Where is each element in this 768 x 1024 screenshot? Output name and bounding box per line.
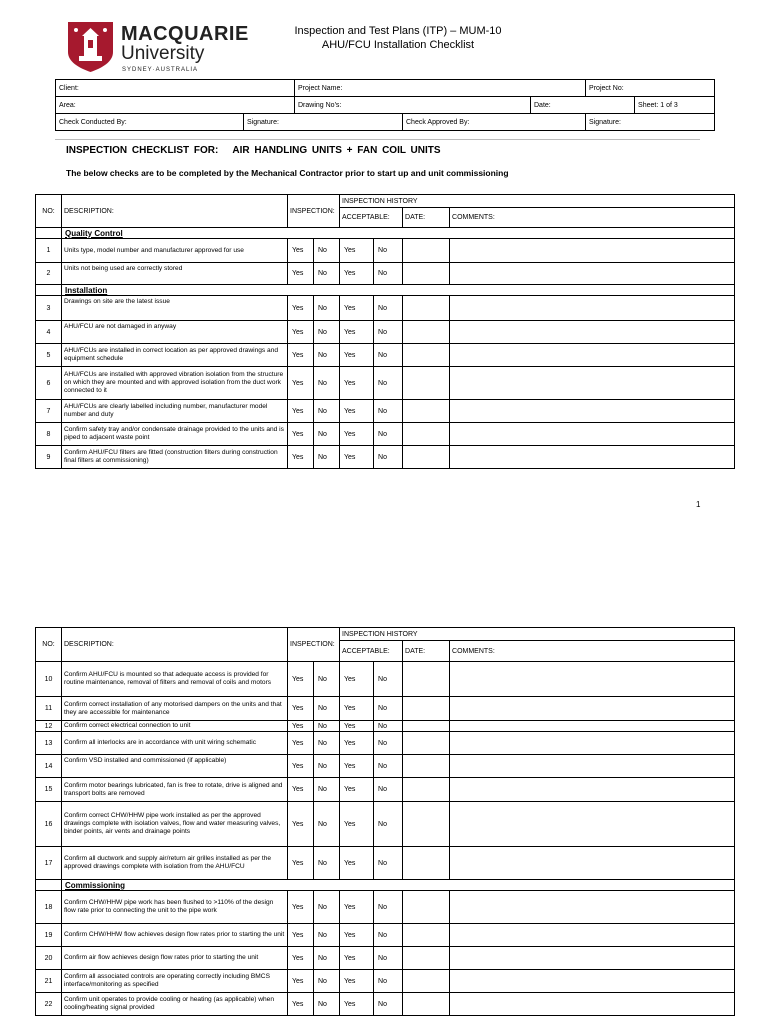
- table-row: [36, 263, 735, 285]
- date-cell[interactable]: [403, 732, 450, 755]
- date-cell[interactable]: [403, 993, 450, 1016]
- inspection-no[interactable]: No: [314, 993, 340, 1016]
- date-cell[interactable]: [403, 778, 450, 802]
- acceptable-yes[interactable]: Yes: [340, 778, 374, 802]
- acceptable-no[interactable]: No: [374, 296, 403, 321]
- acceptable-no[interactable]: No: [374, 721, 403, 732]
- acceptable-yes[interactable]: Yes: [340, 296, 374, 321]
- row-description: Units type, model number and manufacturer approved for use: [62, 239, 288, 263]
- inspection-yes[interactable]: Yes: [288, 778, 314, 802]
- row-number: 9: [36, 446, 62, 469]
- inspection-yes[interactable]: Yes: [288, 970, 314, 993]
- date-cell[interactable]: [403, 367, 450, 400]
- inspection-no[interactable]: No: [314, 344, 340, 367]
- header-inspection-history: INSPECTION HISTORY: [340, 195, 735, 208]
- table-row: [36, 993, 735, 1016]
- row-description: Confirm AHU/FCU filters are fitted (construction filters during construction final filters at commissioning): [62, 446, 288, 469]
- table-row: [36, 778, 735, 802]
- row-number: 18: [36, 891, 62, 924]
- acceptable-no[interactable]: No: [374, 662, 403, 697]
- date-cell[interactable]: [403, 847, 450, 880]
- table-row: [36, 400, 735, 423]
- acceptable-no[interactable]: No: [374, 755, 403, 778]
- inspection-no[interactable]: No: [314, 947, 340, 970]
- inspection-yes[interactable]: Yes: [288, 263, 314, 285]
- inspection-yes[interactable]: Yes: [288, 367, 314, 400]
- header-acceptable: ACCEPTABLE:: [340, 208, 403, 228]
- document-title: Inspection and Test Plans (ITP) – MUM-10: [294, 25, 502, 37]
- row-number: 3: [36, 296, 62, 321]
- acceptable-yes[interactable]: Yes: [340, 423, 374, 446]
- table-row: [36, 296, 735, 321]
- row-number: 16: [36, 802, 62, 847]
- comments-cell[interactable]: [450, 367, 735, 400]
- header-comments: COMMENTS:: [450, 641, 735, 662]
- acceptable-yes[interactable]: Yes: [340, 993, 374, 1016]
- university-logo: [68, 22, 249, 74]
- row-number: 6: [36, 367, 62, 400]
- logo-name-line2: University: [121, 43, 205, 64]
- logo-name-line1: MACQUARIE: [121, 23, 249, 45]
- comments-cell[interactable]: [450, 296, 735, 321]
- header-description: DESCRIPTION:: [62, 628, 288, 662]
- inspection-no[interactable]: No: [314, 239, 340, 263]
- logo-tagline: SYDNEY·AUSTRALIA: [122, 67, 199, 73]
- table-row: [36, 367, 735, 400]
- acceptable-yes[interactable]: Yes: [340, 970, 374, 993]
- acceptable-yes[interactable]: Yes: [340, 662, 374, 697]
- check-conducted-by-field[interactable]: Check Conducted By:: [56, 114, 244, 131]
- comments-cell[interactable]: [450, 344, 735, 367]
- divider: [55, 139, 700, 140]
- acceptable-no[interactable]: No: [374, 993, 403, 1016]
- row-description: AHU/FCUs are installed in correct location as per approved drawings and equipment schedule: [62, 344, 288, 367]
- inspection-yes[interactable]: Yes: [288, 802, 314, 847]
- comments-cell[interactable]: [450, 993, 735, 1016]
- row-number: 7: [36, 400, 62, 423]
- header-description: DESCRIPTION:: [62, 195, 288, 228]
- header-comments: COMMENTS:: [450, 208, 735, 228]
- drawing-nos-field[interactable]: Drawing No's:: [295, 97, 531, 114]
- row-number: 1: [36, 239, 62, 263]
- inspection-no[interactable]: No: [314, 891, 340, 924]
- table-row: [36, 446, 735, 469]
- acceptable-yes[interactable]: Yes: [340, 344, 374, 367]
- signature-field-1[interactable]: Signature:: [244, 114, 403, 131]
- comments-cell[interactable]: [450, 321, 735, 344]
- acceptable-yes[interactable]: Yes: [340, 721, 374, 732]
- acceptable-no[interactable]: No: [374, 697, 403, 721]
- instruction-note: The below checks are to be completed by the Mechanical Contractor prior to start up and unit commissioning: [66, 168, 509, 178]
- acceptable-no[interactable]: No: [374, 891, 403, 924]
- signature-field-2[interactable]: Signature:: [586, 114, 715, 131]
- date-cell[interactable]: [403, 263, 450, 285]
- acceptable-no[interactable]: No: [374, 924, 403, 947]
- acceptable-no[interactable]: No: [374, 239, 403, 263]
- header-no: NO:: [36, 195, 62, 228]
- row-description: Confirm all interlocks are in accordance with unit wiring schematic: [62, 732, 288, 755]
- acceptable-yes[interactable]: Yes: [340, 947, 374, 970]
- checklist-heading: [66, 145, 441, 156]
- inspection-no[interactable]: No: [314, 847, 340, 880]
- client-field[interactable]: Client:: [56, 80, 295, 97]
- acceptable-yes[interactable]: Yes: [340, 847, 374, 880]
- checklist-heading-label: INSPECTION CHECKLIST FOR:: [66, 145, 219, 156]
- row-number: 21: [36, 970, 62, 993]
- inspection-no[interactable]: No: [314, 721, 340, 732]
- row-description: AHU/FCUs are installed with approved vibration isolation from the structure on which they are mounted and with approved isolation from the duct work connected to it: [62, 367, 288, 400]
- comments-cell[interactable]: [450, 778, 735, 802]
- comments-cell[interactable]: [450, 732, 735, 755]
- group-quality-control: Quality Control: [62, 228, 735, 239]
- inspection-yes[interactable]: Yes: [288, 721, 314, 732]
- row-description: Confirm CHW/HHW flow achieves design flow rates prior to starting the unit: [62, 924, 288, 947]
- acceptable-no[interactable]: No: [374, 400, 403, 423]
- check-approved-by-field[interactable]: Check Approved By:: [403, 114, 586, 131]
- row-description: Confirm unit operates to provide cooling or heating (as applicable) when cooling/heating signal provided: [62, 993, 288, 1016]
- inspection-yes[interactable]: Yes: [288, 947, 314, 970]
- inspection-no[interactable]: No: [314, 321, 340, 344]
- table-row: [36, 662, 735, 697]
- date-cell[interactable]: [403, 662, 450, 697]
- date-cell[interactable]: [403, 400, 450, 423]
- acceptable-no[interactable]: No: [374, 970, 403, 993]
- acceptable-yes[interactable]: Yes: [340, 239, 374, 263]
- row-number: 8: [36, 423, 62, 446]
- inspection-yes[interactable]: Yes: [288, 239, 314, 263]
- inspection-yes[interactable]: Yes: [288, 732, 314, 755]
- header-inspection: INSPECTION:: [288, 628, 340, 662]
- table-row: [36, 755, 735, 778]
- row-number: 15: [36, 778, 62, 802]
- table-row: [36, 732, 735, 755]
- table-row: [36, 802, 735, 847]
- header-inspection-history: INSPECTION HISTORY: [340, 628, 735, 641]
- row-number: 2: [36, 263, 62, 285]
- area-field[interactable]: Area:: [56, 97, 295, 114]
- project-info-table: [55, 79, 715, 131]
- table-row: [36, 697, 735, 721]
- row-number: 11: [36, 697, 62, 721]
- inspection-yes[interactable]: Yes: [288, 400, 314, 423]
- table-row: [36, 947, 735, 970]
- inspection-yes[interactable]: Yes: [288, 446, 314, 469]
- row-number: 17: [36, 847, 62, 880]
- acceptable-yes[interactable]: Yes: [340, 891, 374, 924]
- inspection-no[interactable]: No: [314, 400, 340, 423]
- header-date: DATE:: [403, 208, 450, 228]
- date-cell[interactable]: [403, 697, 450, 721]
- acceptable-no[interactable]: No: [374, 802, 403, 847]
- date-cell[interactable]: [403, 924, 450, 947]
- acceptable-no[interactable]: No: [374, 367, 403, 400]
- acceptable-no[interactable]: No: [374, 423, 403, 446]
- group-installation: Installation: [62, 285, 735, 296]
- acceptable-yes[interactable]: Yes: [340, 732, 374, 755]
- header-inspection: INSPECTION:: [288, 195, 340, 228]
- comments-cell[interactable]: [450, 662, 735, 697]
- table-row: [36, 344, 735, 367]
- inspection-no[interactable]: No: [314, 662, 340, 697]
- inspection-no[interactable]: No: [314, 755, 340, 778]
- inspection-no[interactable]: No: [314, 367, 340, 400]
- row-number: 22: [36, 993, 62, 1016]
- table-row: [36, 891, 735, 924]
- table-row: [36, 847, 735, 880]
- acceptable-yes[interactable]: Yes: [340, 263, 374, 285]
- row-description: Confirm safety tray and/or condensate drainage provided to the units and is piped to adjacent waste point: [62, 423, 288, 446]
- date-cell[interactable]: [403, 970, 450, 993]
- inspection-no[interactable]: No: [314, 970, 340, 993]
- acceptable-yes[interactable]: Yes: [340, 321, 374, 344]
- table-row: [36, 239, 735, 263]
- comments-cell[interactable]: [450, 263, 735, 285]
- comments-cell[interactable]: [450, 947, 735, 970]
- row-number: 5: [36, 344, 62, 367]
- date-cell[interactable]: [403, 446, 450, 469]
- comments-cell[interactable]: [450, 755, 735, 778]
- inspection-yes[interactable]: Yes: [288, 993, 314, 1016]
- acceptable-no[interactable]: No: [374, 344, 403, 367]
- acceptable-no[interactable]: No: [374, 947, 403, 970]
- inspection-yes[interactable]: Yes: [288, 891, 314, 924]
- date-cell[interactable]: [403, 321, 450, 344]
- project-name-field[interactable]: Project Name:: [295, 80, 586, 97]
- row-description: AHU/FCUs are clearly labelled including number, manufacturer model number and duty: [62, 400, 288, 423]
- checklist-heading-value: AIR HANDLING UNITS + FAN COIL UNITS: [232, 145, 441, 156]
- table-row: [36, 321, 735, 344]
- row-description: Confirm correct CHW/HHW pipe work installed as per the approved drawings complete with isolation valves, flow and water measuring valves, binder points, air vents and drainage points: [62, 802, 288, 847]
- checklist-table-1: [35, 194, 735, 469]
- row-description: Confirm all ductwork and supply air/return air grilles installed as per the approved drawings complete with isolation from the AHU/FCU: [62, 847, 288, 880]
- document-subtitle: AHU/FCU Installation Checklist: [321, 39, 475, 51]
- inspection-yes[interactable]: Yes: [288, 296, 314, 321]
- inspection-no[interactable]: No: [314, 697, 340, 721]
- date-cell[interactable]: [403, 721, 450, 732]
- acceptable-yes[interactable]: Yes: [340, 446, 374, 469]
- date-cell[interactable]: [403, 802, 450, 847]
- comments-cell[interactable]: [450, 847, 735, 880]
- acceptable-no[interactable]: No: [374, 847, 403, 880]
- comments-cell[interactable]: [450, 970, 735, 993]
- date-cell[interactable]: [403, 423, 450, 446]
- inspection-no[interactable]: No: [314, 296, 340, 321]
- row-number: 14: [36, 755, 62, 778]
- table-row: [36, 423, 735, 446]
- row-description: Confirm air flow achieves design flow rates prior to starting the unit: [62, 947, 288, 970]
- inspection-no[interactable]: No: [314, 802, 340, 847]
- group-commissioning: Commissioning: [62, 880, 735, 891]
- acceptable-yes[interactable]: Yes: [340, 367, 374, 400]
- acceptable-no[interactable]: No: [374, 263, 403, 285]
- inspection-yes[interactable]: Yes: [288, 662, 314, 697]
- row-description: AHU/FCU are not damaged in anyway: [62, 321, 288, 344]
- date-cell[interactable]: [403, 296, 450, 321]
- row-description: Confirm correct installation of any motorised dampers on the units and that they are accessible for maintenance: [62, 697, 288, 721]
- row-number: 4: [36, 321, 62, 344]
- acceptable-no[interactable]: No: [374, 321, 403, 344]
- inspection-no[interactable]: No: [314, 263, 340, 285]
- acceptable-no[interactable]: No: [374, 446, 403, 469]
- inspection-no[interactable]: No: [314, 778, 340, 802]
- date-cell[interactable]: [403, 344, 450, 367]
- row-number: 20: [36, 947, 62, 970]
- date-cell[interactable]: [403, 755, 450, 778]
- row-description: Confirm AHU/FCU is mounted so that adequate access is provided for routine maintenance, removal of filters and removal of coils and motors: [62, 662, 288, 697]
- project-no-field[interactable]: Project No:: [586, 80, 715, 97]
- inspection-yes[interactable]: Yes: [288, 321, 314, 344]
- acceptable-yes[interactable]: Yes: [340, 697, 374, 721]
- row-number: 19: [36, 924, 62, 947]
- table-row: [36, 721, 735, 732]
- inspection-yes[interactable]: Yes: [288, 755, 314, 778]
- comments-cell[interactable]: [450, 891, 735, 924]
- inspection-no[interactable]: No: [314, 423, 340, 446]
- acceptable-no[interactable]: No: [374, 732, 403, 755]
- header-no: NO:: [36, 628, 62, 662]
- row-description: Confirm all associated controls are operating correctly including BMCS interface/monitoring as specified: [62, 970, 288, 993]
- comments-cell[interactable]: [450, 697, 735, 721]
- acceptable-yes[interactable]: Yes: [340, 755, 374, 778]
- row-number: 12: [36, 721, 62, 732]
- inspection-yes[interactable]: Yes: [288, 847, 314, 880]
- table-row: [36, 924, 735, 947]
- comments-cell[interactable]: [450, 721, 735, 732]
- inspection-yes[interactable]: Yes: [288, 423, 314, 446]
- table-row: [36, 970, 735, 993]
- checklist-table-2: [35, 627, 735, 1016]
- row-description: Drawings on site are the latest issue: [62, 296, 288, 321]
- page-number: 1: [696, 500, 701, 509]
- row-description: Confirm motor bearings lubricated, fan is free to rotate, drive is aligned and transport bolts are removed: [62, 778, 288, 802]
- row-description: Confirm VSD installed and commissioned (if applicable): [62, 755, 288, 778]
- inspection-yes[interactable]: Yes: [288, 697, 314, 721]
- header-date: DATE:: [403, 641, 450, 662]
- sheet-number: Sheet: 1 of 3: [635, 97, 715, 114]
- inspection-yes[interactable]: Yes: [288, 344, 314, 367]
- row-number: 10: [36, 662, 62, 697]
- acceptable-yes[interactable]: Yes: [340, 400, 374, 423]
- acceptable-yes[interactable]: Yes: [340, 924, 374, 947]
- comments-cell[interactable]: [450, 802, 735, 847]
- inspection-yes[interactable]: Yes: [288, 924, 314, 947]
- acceptable-yes[interactable]: Yes: [340, 802, 374, 847]
- date-cell[interactable]: [403, 891, 450, 924]
- comments-cell[interactable]: [450, 423, 735, 446]
- comments-cell[interactable]: [450, 239, 735, 263]
- row-number: 13: [36, 732, 62, 755]
- inspection-no[interactable]: No: [314, 732, 340, 755]
- comments-cell[interactable]: [450, 446, 735, 469]
- row-description: Units not being used are correctly stored: [62, 263, 288, 285]
- date-cell[interactable]: [403, 239, 450, 263]
- date-cell[interactable]: [403, 947, 450, 970]
- date-field[interactable]: Date:: [531, 97, 635, 114]
- row-description: Confirm CHW/HHW pipe work has been flushed to >110% of the design flow rate prior to connecting the unit to the pipe work: [62, 891, 288, 924]
- row-description: Confirm correct electrical connection to unit: [62, 721, 288, 732]
- comments-cell[interactable]: [450, 400, 735, 423]
- inspection-no[interactable]: No: [314, 924, 340, 947]
- inspection-no[interactable]: No: [314, 446, 340, 469]
- acceptable-no[interactable]: No: [374, 778, 403, 802]
- header-acceptable: ACCEPTABLE:: [340, 641, 403, 662]
- university-shield-icon: [68, 22, 113, 72]
- comments-cell[interactable]: [450, 924, 735, 947]
